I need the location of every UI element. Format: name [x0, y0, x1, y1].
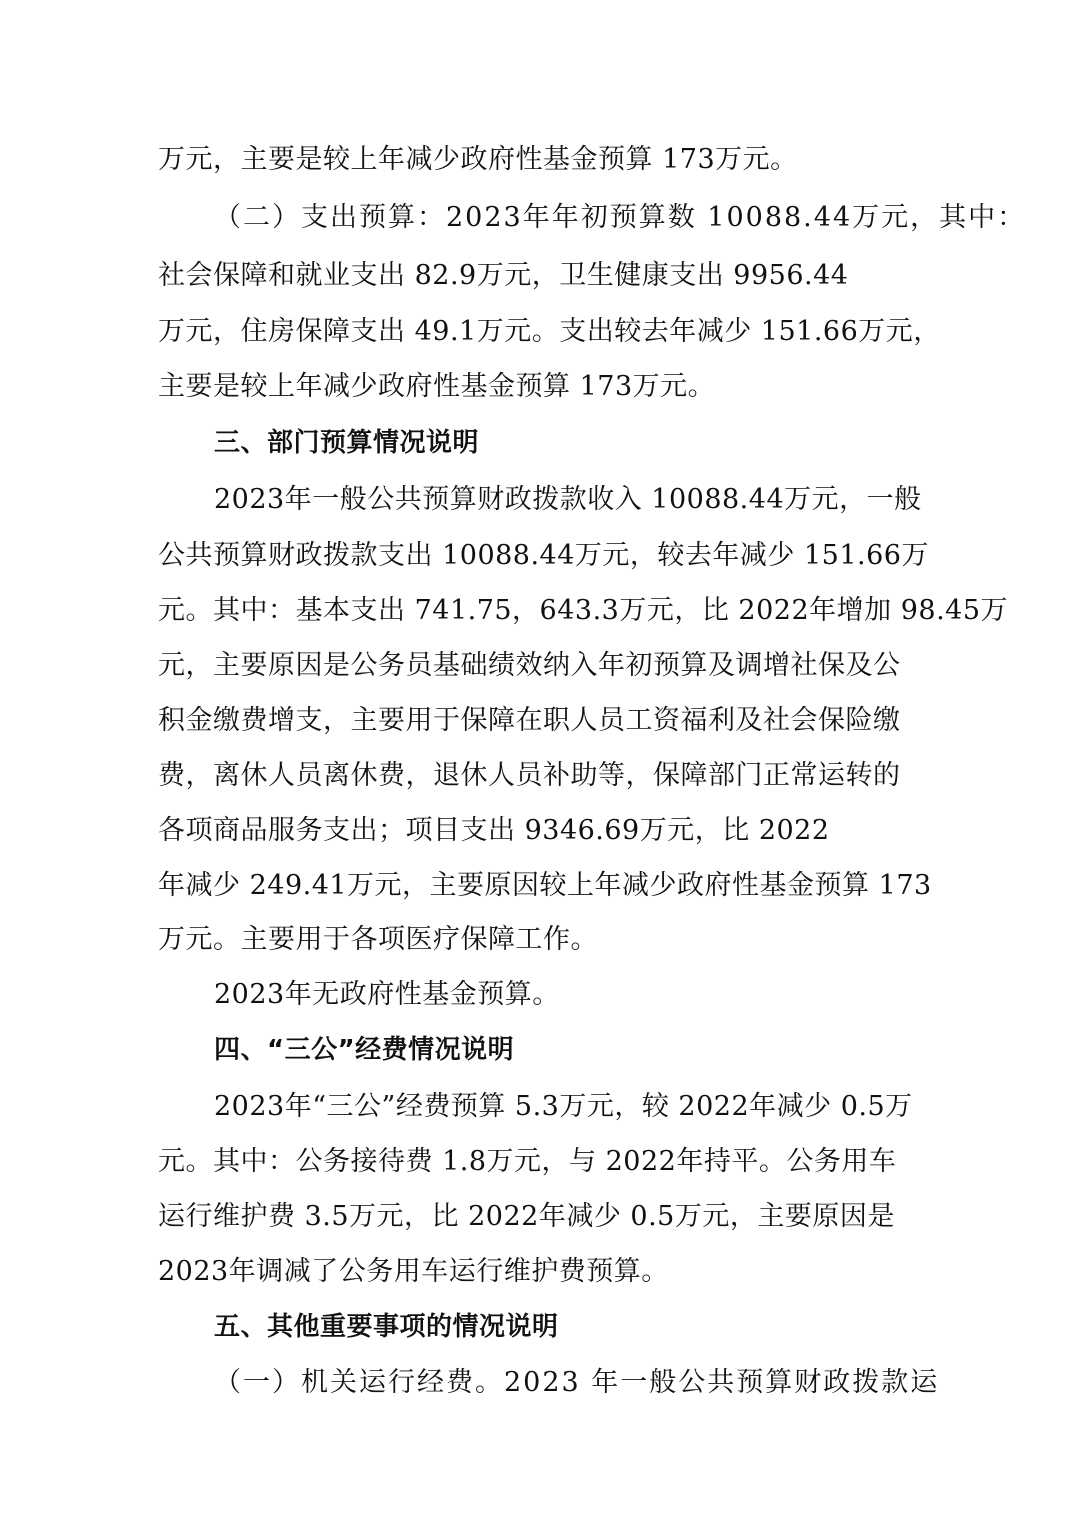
text-line-7: 2023年一般公共预算财政拨款收入 10088.44万元，一般: [214, 484, 922, 515]
text-line-15: 万元。主要用于各项医疗保障工作。: [158, 924, 598, 955]
text-line-8: 公共预算财政拨款支出 10088.44万元，较去年减少 151.66万: [158, 540, 929, 571]
subsection-expenditure-budget: （二）支出预算：2023年年初预算数 10088.44万元，其中：: [214, 202, 1027, 233]
text-line-12: 费，离休人员离休费，退休人员补助等，保障部门正常运转的: [158, 760, 901, 791]
text-line-21: 2023年调减了公务用车运行维护费预算。: [158, 1256, 669, 1287]
text-line-9: 元。其中：基本支出 741.75，643.3万元，比 2022年增加 98.45万: [158, 595, 1009, 626]
section-heading-4: 四、“三公”经费情况说明: [214, 1035, 515, 1065]
text-line-1: 万元，主要是较上年减少政府性基金预算 173万元。: [158, 144, 798, 175]
text-line-18: 2023年“三公”经费预算 5.3万元，较 2022年减少 0.5万: [214, 1091, 913, 1122]
section-heading-5: 五、其他重要事项的情况说明: [214, 1312, 559, 1342]
text-line-19: 元。其中：公务接待费 1.8万元，与 2022年持平。公务用车: [158, 1146, 897, 1177]
text-line-20: 运行维护费 3.5万元，比 2022年减少 0.5万元，主要原因是: [158, 1201, 895, 1232]
text-line-16: 2023年无政府性基金预算。: [214, 979, 560, 1010]
text-line-3: 社会保障和就业支出 82.9万元，卫生健康支出 9956.44: [158, 260, 849, 291]
text-line-10: 元，主要原因是公务员基础绩效纳入年初预算及调增社保及公: [158, 650, 901, 681]
text-line-11: 积金缴费增支，主要用于保障在职人员工资福利及社会保险缴: [158, 705, 901, 736]
subsection-agency-operating-funds: （一）机关运行经费。2023 年一般公共预算财政拨款运: [214, 1367, 940, 1398]
text-line-4: 万元，住房保障支出 49.1万元。支出较去年减少 151.66万元，: [158, 316, 941, 347]
text-line-5: 主要是较上年减少政府性基金预算 173万元。: [158, 371, 716, 402]
section-heading-3: 三、部门预算情况说明: [214, 428, 480, 458]
text-line-13: 各项商品服务支出；项目支出 9346.69万元，比 2022: [158, 815, 830, 846]
text-line-14: 年减少 249.41万元，主要原因较上年减少政府性基金预算 173: [158, 870, 932, 901]
